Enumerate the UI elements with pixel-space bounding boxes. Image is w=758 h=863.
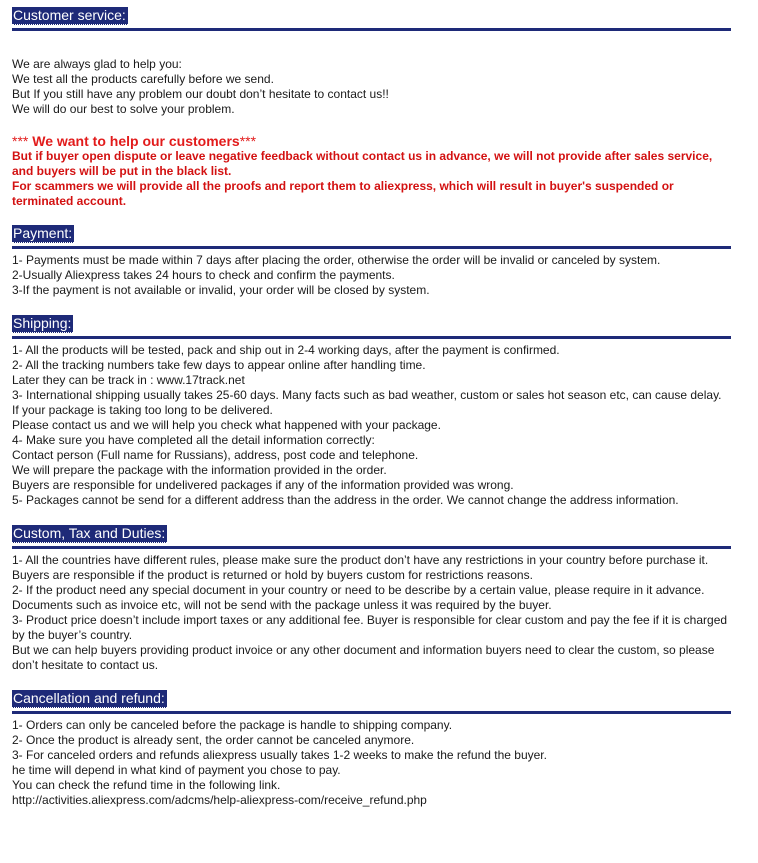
cancellation-title: Cancellation and refund: <box>13 690 165 706</box>
warning-headline-text: We want to help our customers <box>28 133 240 149</box>
text-line: We will do our best to solve your problem. <box>12 102 235 116</box>
text-line: We will prepare the package with the information provided in the order. <box>12 463 387 477</box>
section-divider <box>12 28 731 31</box>
customer-service-title: Customer service: <box>13 7 126 23</box>
payment-body <box>12 253 732 298</box>
text-line: Buyers are responsible if the product is returned or hold by buyers custom for restrictions reasons. <box>12 568 533 582</box>
warning-body <box>12 149 732 209</box>
product-policy-page <box>12 0 732 808</box>
text-line: 2- All the tracking numbers take few days to appear online after handling time. <box>12 358 426 372</box>
shipping-header <box>12 315 732 339</box>
custom-title: Custom, Tax and Duties: <box>13 525 166 541</box>
text-line: Buyers are responsible for undelivered packages if any of the information provided was wrong. <box>12 478 514 492</box>
payment-title: Payment: <box>13 225 73 241</box>
warning-stars-right: *** <box>239 133 257 149</box>
text-line: But If you still have any problem our doubt don’t hesitate to contact us!! <box>12 87 389 101</box>
text-line: 5- Packages cannot be send for a different address than the address in the order. We cannot change the address information. <box>12 493 679 507</box>
section-divider <box>12 336 731 339</box>
text-line: 3- Product price doesn’t include import taxes or any additional fee. Buyer is responsible for clear custom and pay the fee if it is charged by the buyer’s country. <box>12 613 728 642</box>
warning-stars-left: *** <box>12 133 29 149</box>
text-line: 1- Orders can only be canceled before the package is handle to shipping company. <box>12 718 453 732</box>
text-line: 1- Payments must be made within 7 days after placing the order, otherwise the order will be invalid or canceled by system. <box>12 253 661 267</box>
text-line: 3-If the payment is not available or invalid, your order will be closed by system. <box>12 283 430 297</box>
section-divider <box>12 711 731 714</box>
shipping-body <box>12 343 732 508</box>
text-line: 2-Usually Aliexpress takes 24 hours to check and confirm the payments. <box>12 268 395 282</box>
section-divider <box>12 546 731 549</box>
text-line: Contact person (Full name for Russians), address, post code and telephone. <box>12 448 419 462</box>
text-line: Later they can be track in : www.17track.net <box>12 373 245 387</box>
text-line: 1- All the products will be tested, pack and ship out in 2-4 working days, after the payment is confirmed. <box>12 343 560 357</box>
text-line: 3- For canceled orders and refunds aliexpress usually takes 1-2 weeks to make the refund the buyer. <box>12 748 547 762</box>
cancellation-header <box>12 690 732 714</box>
text-line: Documents such as invoice etc, will not be send with the package unless it was required by the buyer. <box>12 598 552 612</box>
customer-service-header <box>12 7 732 31</box>
text-line: 1- All the countries have different rules, please make sure the product don’t have any restrictions in your country before purchase it. <box>12 553 709 567</box>
cancellation-body <box>12 718 732 808</box>
custom-body <box>12 553 732 673</box>
text-line: But we can help buyers providing product invoice or any other document and information buyers need to clear the custom, so please don’t hesitate to contact us. <box>12 643 715 672</box>
customer-service-body <box>12 57 732 117</box>
text-line: We test all the products carefully before we send. <box>12 72 274 86</box>
text-line: You can check the refund time in the following link. <box>12 778 281 792</box>
text-line: We are always glad to help you: <box>12 57 182 71</box>
text-line: If your package is taking too long to be delivered. <box>12 403 273 417</box>
text-line: Please contact us and we will help you check what happened with your package. <box>12 418 441 432</box>
text-line: 4- Make sure you have completed all the detail information correctly: <box>12 433 375 447</box>
section-divider <box>12 246 731 249</box>
text-line: 2- Once the product is already sent, the order cannot be canceled anymore. <box>12 733 415 747</box>
text-line: 3- International shipping usually takes 25-60 days. Many facts such as bad weather, custom or sales hot season etc, can cause delay. <box>12 388 722 402</box>
custom-header <box>12 525 732 549</box>
payment-header <box>12 225 732 249</box>
refund-link: http://activities.aliexpress.com/adcms/help-aliexpress-com/receive_refund.php <box>12 793 427 807</box>
warning-headline <box>12 133 732 149</box>
warning-line: But if buyer open dispute or leave negative feedback without contact us in advance, we will not provide after sales service, and buyers will be put in the black list. <box>12 149 713 178</box>
text-line: he time will depend in what kind of payment you chose to pay. <box>12 763 341 777</box>
warning-line: For scammers we will provide all the proofs and report them to aliexpress, which will result in buyer's suspended or terminated account. <box>12 179 674 208</box>
text-line: 2- If the product need any special document in your country or need to be describe by a certain value, please require in it advance. <box>12 583 705 597</box>
shipping-title: Shipping: <box>13 315 72 331</box>
